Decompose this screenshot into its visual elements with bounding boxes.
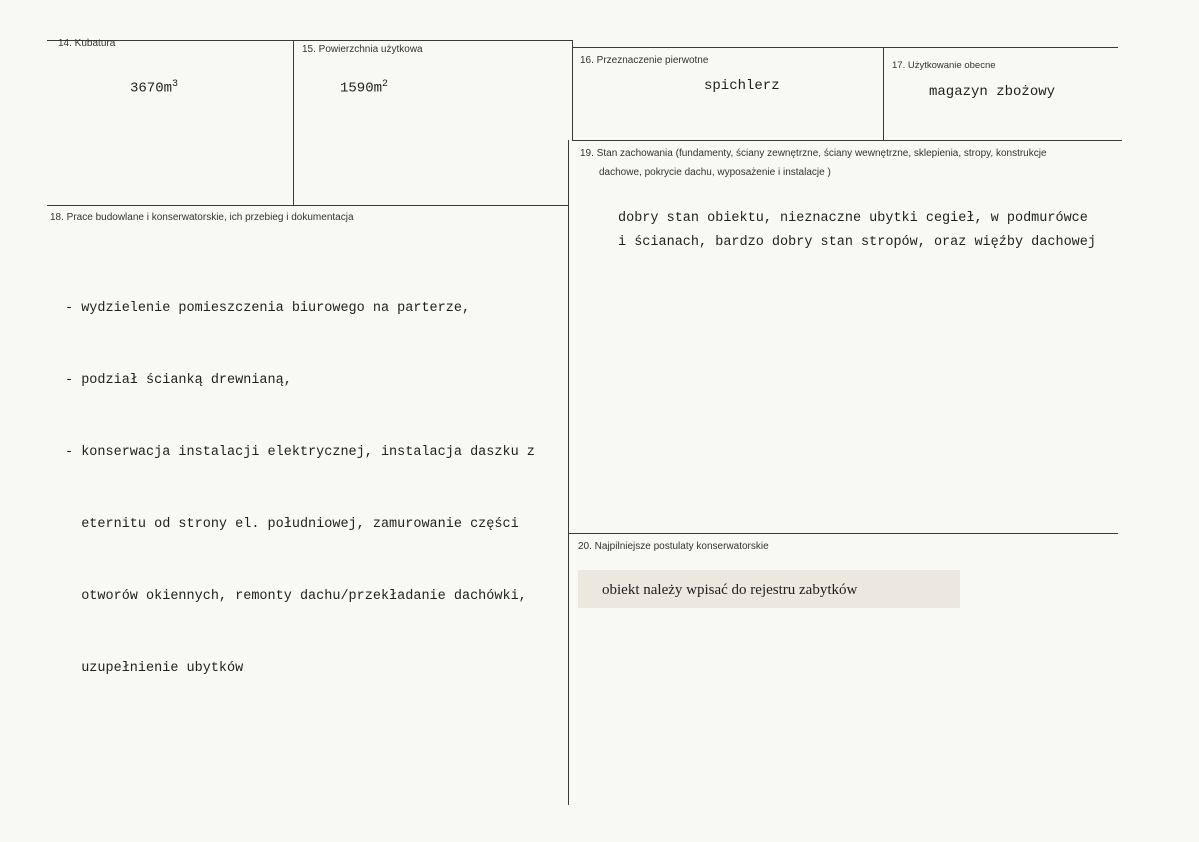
stan-zachowania-label: 19. Stan zachowania (fundamenty, ściany zewnętrzne, ściany wewnętrzne, sklepienia, stropy, konstrukcje xyxy=(580,148,1047,159)
postulaty-value: obiekt należy wpisać do rejestru zabytków xyxy=(602,582,858,598)
divider-v-14-15 xyxy=(293,40,294,205)
prace-item-3-cont-1: eternitu od strony el. południowej, zamurowanie części xyxy=(65,517,519,532)
stan-zachowania-text xyxy=(618,207,1096,255)
divider-top-left xyxy=(47,40,572,41)
stan-line-1: dobry stan obiektu, nieznaczne ubytki cegieł, w podmurówce xyxy=(618,211,1088,226)
kubatura-label: 14. Kubatura xyxy=(58,38,116,49)
divider-v-center xyxy=(568,140,569,805)
powierzchnia-number: 1590m xyxy=(340,80,383,97)
prace-list xyxy=(65,249,535,729)
divider-top-right xyxy=(572,47,1118,48)
powierzchnia-exponent: 2 xyxy=(382,79,389,90)
prace-item-3-cont-3: uzupełnienie ubytków xyxy=(65,661,244,676)
stan-line-2: i ścianach, bardzo dobry stan stropów, oraz więźby dachowej xyxy=(618,235,1096,250)
przeznaczenie-label: 16. Przeznaczenie pierwotne xyxy=(580,55,709,66)
kubatura-value xyxy=(130,79,178,97)
uzytkowanie-label: 17. Użytkowanie obecne xyxy=(892,60,996,71)
postulaty-label: 20. Najpilniejsze postulaty konserwatorskie xyxy=(578,541,769,552)
prace-label: 18. Prace budowlane i konserwatorskie, ich przebieg i dokumentacja xyxy=(50,212,354,223)
stan-zachowania-label-cont: dachowe, pokrycie dachu, wyposażenie i instalacje ) xyxy=(599,167,831,178)
prace-item-3: - konserwacja instalacji elektrycznej, instalacja daszku z xyxy=(65,445,535,460)
prace-item-1: - wydzielenie pomieszczenia biurowego na parterze, xyxy=(65,301,471,316)
powierzchnia-label: 15. Powierzchnia użytkowa xyxy=(302,44,423,55)
prace-item-3-cont-2: otworów okiennych, remonty dachu/przekładanie dachówki, xyxy=(65,589,527,604)
kubatura-number: 3670m xyxy=(130,80,173,97)
kubatura-exponent: 3 xyxy=(172,79,179,90)
divider-h-20 xyxy=(569,533,1118,534)
divider-v-16-17 xyxy=(883,47,884,140)
divider-h-18 xyxy=(47,205,569,206)
prace-item-2: - podział ścianką drewnianą, xyxy=(65,373,292,388)
postulaty-pasted-note xyxy=(578,570,960,608)
powierzchnia-value xyxy=(340,79,388,97)
przeznaczenie-value: spichlerz xyxy=(704,78,780,94)
divider-h-row2 xyxy=(572,140,1122,141)
uzytkowanie-value: magazyn zbożowy xyxy=(929,84,1056,100)
divider-v-left-right xyxy=(572,40,573,140)
